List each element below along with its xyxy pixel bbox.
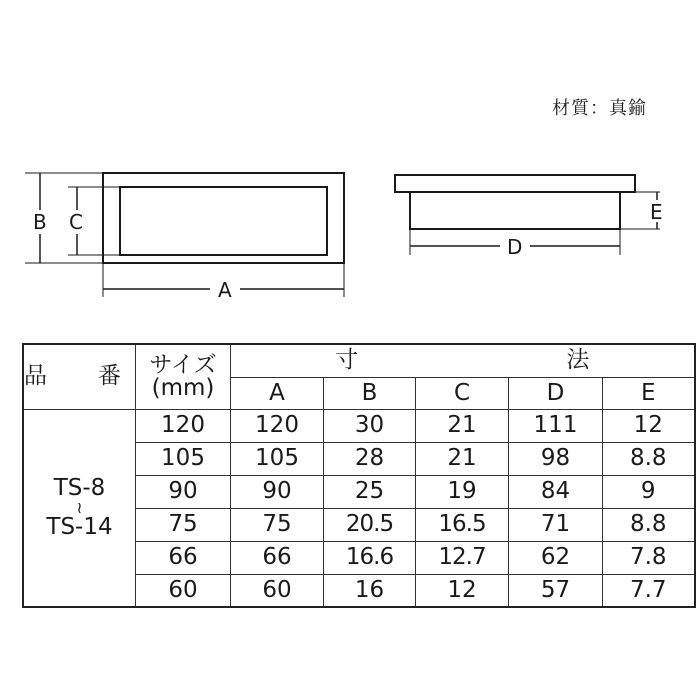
header-col-a: A — [231, 377, 324, 409]
header-size-line1: サイズ — [149, 351, 217, 378]
cell-a: 60 — [231, 574, 324, 607]
header-col-b: B — [324, 377, 416, 409]
cell-a: 105 — [231, 442, 324, 475]
dimension-diagram — [0, 0, 700, 330]
model-from: TS-8 — [53, 474, 106, 501]
model-range-separator: ≀ — [76, 497, 83, 517]
material-note: 材質：真鍮 — [552, 98, 647, 119]
cell-e: 8.8 — [603, 508, 695, 541]
header-col-c: C — [416, 377, 509, 409]
cell-b: 16 — [324, 574, 416, 607]
header-dimension-left: 寸 — [335, 347, 359, 374]
cell-d: 62 — [509, 541, 603, 574]
cell-d: 57 — [509, 574, 603, 607]
cell-b: 30 — [324, 409, 416, 442]
cell-size: 75 — [136, 508, 231, 541]
cell-c: 12 — [416, 574, 509, 607]
side-view-flange — [395, 175, 635, 192]
cell-e: 7.7 — [603, 574, 695, 607]
cell-d: 111 — [509, 409, 603, 442]
dim-label-c: C — [69, 210, 83, 234]
cell-a: 75 — [231, 508, 324, 541]
cell-size: 105 — [136, 442, 231, 475]
cell-c: 12.7 — [416, 541, 509, 574]
cell-a: 120 — [231, 409, 324, 442]
cell-b: 20.5 — [324, 508, 416, 541]
cell-size: 90 — [136, 475, 231, 508]
dim-label-b: B — [33, 210, 47, 234]
model-range — [23, 409, 136, 607]
cell-size: 66 — [136, 541, 231, 574]
top-view-inner — [120, 187, 327, 255]
cell-e: 8.8 — [603, 442, 695, 475]
cell-e: 9 — [603, 475, 695, 508]
header-size-line2: (mm) — [151, 374, 215, 401]
cell-d: 98 — [509, 442, 603, 475]
spec-table — [22, 343, 696, 608]
cell-b: 16.6 — [324, 541, 416, 574]
dim-label-d: D — [507, 235, 523, 259]
dimension-diagram-svg — [0, 0, 700, 330]
cell-a: 90 — [231, 475, 324, 508]
cell-d: 84 — [509, 475, 603, 508]
header-col-e: E — [603, 377, 695, 409]
dim-label-e: E — [650, 200, 663, 224]
header-size — [136, 344, 231, 409]
dim-label-a: A — [218, 278, 232, 302]
side-view-body — [410, 192, 620, 229]
model-to: TS-14 — [46, 513, 113, 540]
header-model: 品 番 — [23, 344, 136, 409]
cell-c: 19 — [416, 475, 509, 508]
cell-size: 120 — [136, 409, 231, 442]
cell-b: 25 — [324, 475, 416, 508]
cell-a: 66 — [231, 541, 324, 574]
cell-c: 21 — [416, 409, 509, 442]
cell-e: 7.8 — [603, 541, 695, 574]
cell-c: 16.5 — [416, 508, 509, 541]
header-col-d: D — [509, 377, 603, 409]
cell-e: 12 — [603, 409, 695, 442]
header-dimensions — [231, 344, 695, 377]
table-row — [23, 409, 695, 442]
cell-d: 71 — [509, 508, 603, 541]
cell-size: 60 — [136, 574, 231, 607]
cell-b: 28 — [324, 442, 416, 475]
header-dimension-right: 法 — [566, 347, 590, 374]
cell-c: 21 — [416, 442, 509, 475]
